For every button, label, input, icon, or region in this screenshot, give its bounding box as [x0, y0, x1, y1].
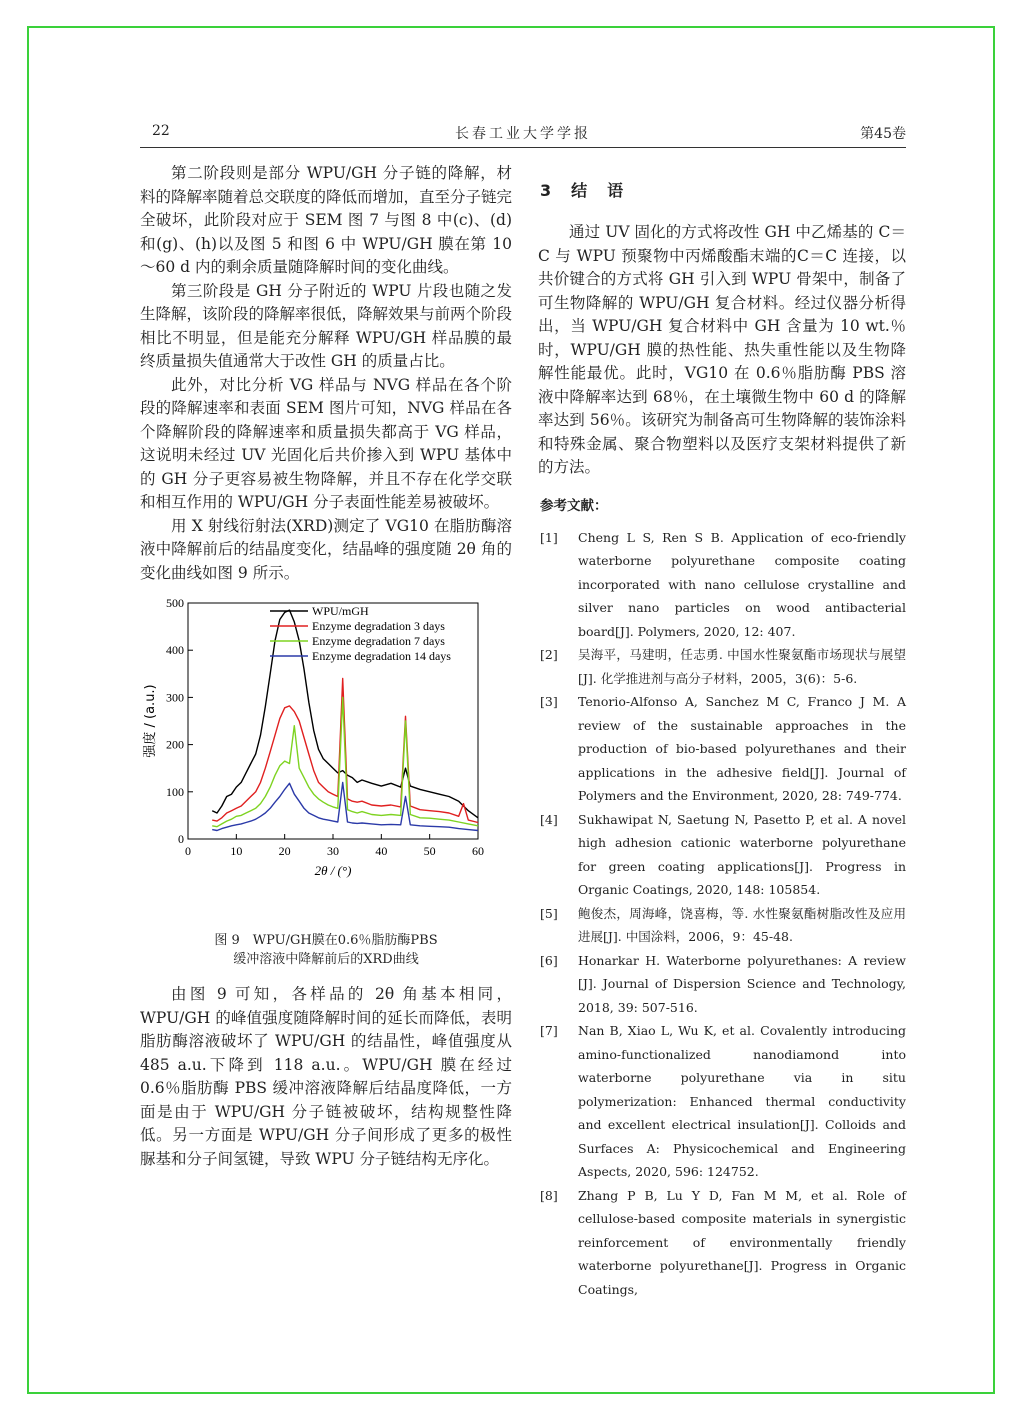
- y-tick-label: 300: [166, 690, 184, 705]
- x-tick-label: 0: [185, 844, 191, 858]
- paragraph: 第二阶段则是部分 WPU/GH 分子链的降解，材料的降解率随着总交联度的降低而增加，直至分子链完全破坏，此阶段对应于 SEM 图 7 与图 8 中(c)、(d)和(g)、(h)以及图 5 和图 6 中 WPU/GH 膜在第 10～60 d 内的剩余质量随降解时间的变化曲线。: [140, 164, 513, 276]
- reference-item: [538, 902, 906, 949]
- paragraph: 此外，对比分析 VG 样品与 NVG 样品在各个阶段的降解速率和表面 SEM 图片可知，NVG 样品在各个降解阶段的降解速率和质量损失都高于 VG 样品，这说明未经过 UV 光固化后共价掺入到 WPU 基体中的 GH 分子更容易被生物降解，并且不存在化学交联和相互作用的 WPU/GH 分子表面性能差易被破坏。: [140, 375, 512, 511]
- y-axis-label: 强度 / (a.u.): [143, 684, 158, 758]
- reference-text: Zhang P B, Lu Y D, Fan M M, et al. Role of cellulose-based composite materials in synergistic reinforcement of environmentally friendly waterborne polyurethane[J]. Progress in Organic Coatings,: [578, 1187, 906, 1297]
- legend-label: Enzyme degradation 3 days: [312, 619, 445, 633]
- reference-text: Sukhawipat N, Saetung N, Pasetto P, et al. A novel high adhesion cationic waterborne polyurethane for green coating applications[J]. Progress in Organic Coatings, 2020, 148: 105854.: [578, 811, 906, 897]
- reference-list: [538, 526, 906, 1302]
- y-tick-label: 0: [178, 832, 184, 846]
- volume-label: 第45卷: [860, 126, 906, 142]
- x-axis-label: 2θ / (°): [314, 863, 352, 878]
- reference-item: [538, 808, 906, 902]
- page-number: 22: [152, 123, 170, 139]
- caption-line-1: 图 9 WPU/GH膜在0.6％脂肪酶PBS: [214, 933, 438, 948]
- paragraph: 由图 9 可知，各样品的 2θ 角基本相同，WPU/GH 的峰值强度随降解时间的延长而降低，表明脂肪酶溶液破坏了 WPU/GH 的结晶性，峰值强度从 485 a.u.下降到 118 a.u.。WPU/GH 膜在经过 0.6％脂肪酶 PBS 缓冲溶液降解后结晶度降低，一方面是由于 WPU/GH 分子链被破坏，结构规整性降低。另一方面是 WPU/GH 分子间形成了更多的极性脲基和分子间氢键，导致 WPU 分子链结构无序化。: [140, 985, 512, 1168]
- x-tick-label: 60: [472, 844, 484, 858]
- reference-text: Cheng L S, Ren S B. Application of eco-friendly waterborne polyurethane composite coating incorporated with nano cellulose crystalline and silver nano particles on wood antibacterial board[J]. Polymers, 2020, 12: 407.: [578, 529, 906, 639]
- conclusion-paragraph: 通过 UV 固化的方式将改性 GH 中乙烯基的 C＝C 与 WPU 预聚物中丙烯酸酯末端的C＝C 连接，以共价键合的方式将 GH 引入到 WPU 骨架中，制备了可生物降解的 WPU/GH 复合材料。经过仪器分析得出，当 WPU/GH 复合材料中 GH 含量为 10 wt.％时，WPU/GH 膜的热性能、热失重性能以及生物降解性能最优。此时，VG10 在 0.6％脂肪酶 PBS 溶液中降解率达到 68％，在土壤微生物中 60 d 的降解率达到 56％。该研究为制备高可生物降解的装饰涂料和特殊金属、聚合物塑料以及医疗支架材料提供了新的方法。: [538, 223, 906, 476]
- reference-number: [2]: [540, 647, 558, 662]
- legend-label: WPU/mGH: [312, 604, 369, 618]
- journal-title: 长春工业大学学报: [455, 126, 591, 142]
- series-line: [212, 782, 478, 830]
- reference-text: Tenorio-Alfonso A, Sanchez M C, Franco J M. A review of the sustainable approaches in the production of bio-based polyurethanes and their applications in the adhesive field[J]. Journal of Polymers and the Environment, 2020, 28: 749-774.: [578, 694, 906, 803]
- x-tick-label: 10: [230, 844, 243, 858]
- reference-number: [3]: [540, 694, 558, 709]
- paragraph: 用 X 射线衍射法(XRD)测定了 VG10 在脂肪酶溶液中降解前后的结晶度变化，结晶峰的强度随 2θ 角的变化曲线如图 9 所示。: [140, 516, 512, 582]
- y-tick-label: 400: [166, 643, 184, 658]
- reference-item: [538, 949, 906, 1020]
- reference-number: [5]: [540, 905, 558, 921]
- reference-item: [538, 1019, 906, 1184]
- reference-number: [6]: [540, 952, 558, 968]
- reference-number: [4]: [540, 811, 558, 827]
- reference-number: [8]: [540, 1187, 558, 1203]
- left-column: [140, 162, 512, 1171]
- x-tick-label: 20: [278, 844, 291, 858]
- figure-caption: [140, 931, 512, 969]
- x-tick-label: 40: [375, 844, 388, 858]
- reference-text: Nan B, Xiao L, Wu K, et al. Covalently introducing amino-functionalized nanodiamond into waterborne polyurethane via in situ polymerization: Enhanced thermal conductivity and excellent electrical insulation[J]. Colloids and Surfaces A: Physicochemical and Engineering Aspects, 2020, 596: 124752.: [578, 1023, 906, 1179]
- legend-label: Enzyme degradation 7 days: [312, 634, 445, 648]
- x-tick-label: 30: [327, 844, 339, 858]
- references-heading: 参考文献：: [540, 497, 608, 514]
- paragraph: 第三阶段是 GH 分子附近的 WPU 片段也随之发生降解，该阶段的降解率很低，降解效果与前两个阶段相比不明显，但是能充分解释 WPU/GH 样品膜的最终质量损失值通常大于改性 GH 的质量占比。: [140, 281, 513, 370]
- xrd-figure: [140, 595, 512, 925]
- section-heading: 3 结 语: [540, 181, 626, 200]
- reference-text: 吴海平，马建明，任志勇. 中国水性聚氨酯市场现状与展望[J]. 化学推进剂与高分子材料，2005，3(6)：5-6.: [578, 647, 906, 686]
- legend-label: Enzyme degradation 14 days: [312, 649, 451, 663]
- reference-text: 鲍俊杰，周海峰，饶喜梅，等. 水性聚氨酯树脂改性及应用进展[J]. 中国涂料，2006，9：45-48.: [578, 905, 906, 944]
- right-column: [538, 162, 906, 1301]
- y-tick-label: 100: [166, 784, 184, 799]
- reference-item: [538, 643, 906, 690]
- running-header: [140, 121, 906, 148]
- xrd-chart: [140, 595, 512, 925]
- y-tick-label: 200: [166, 737, 184, 752]
- reference-text: Honarkar H. Waterborne polyurethanes: A review [J]. Journal of Dispersion Science and Technology, 2018, 39: 507-516.: [578, 952, 906, 1015]
- caption-line-2: 缓冲溶液中降解前后的XRD曲线: [233, 952, 419, 967]
- reference-item: [538, 526, 906, 644]
- reference-item: [538, 690, 906, 808]
- reference-number: [7]: [540, 1023, 558, 1038]
- reference-number: [1]: [540, 529, 558, 545]
- reference-item: [538, 1184, 906, 1302]
- y-tick-label: 500: [166, 596, 184, 610]
- x-tick-label: 50: [423, 844, 436, 858]
